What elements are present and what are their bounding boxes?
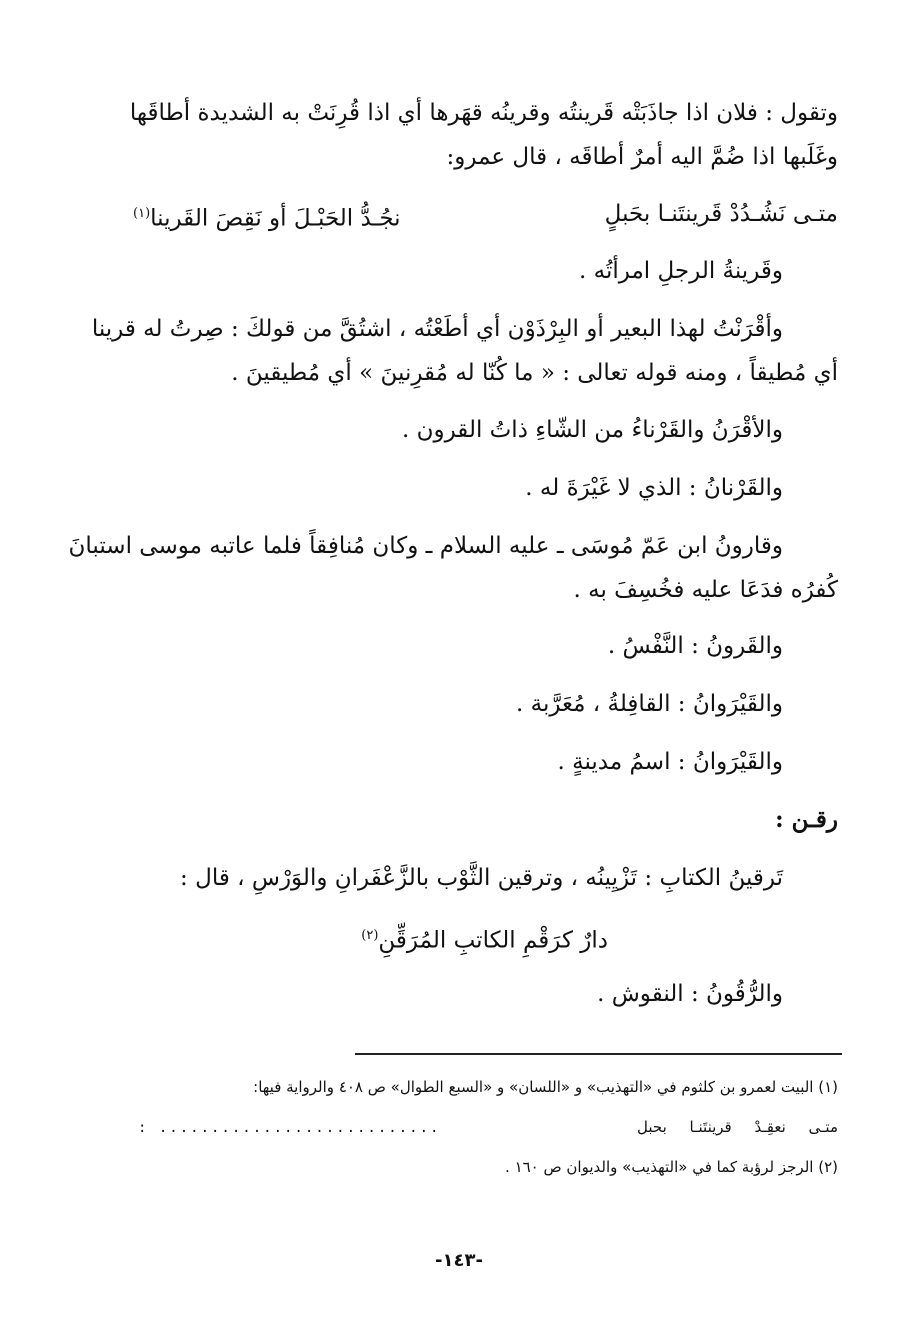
footnote-separator (355, 1053, 842, 1055)
verse-second-hemistich (133, 198, 401, 235)
text-line: وقَرينةُ الرجلِ امرأتُه . (579, 258, 783, 284)
footnote-marker: (١) (133, 206, 151, 221)
text-line: والقَرْنانُ : الذي لا غَيْرَةَ له . (525, 475, 783, 501)
footnote-1-verse: متـى نعقِـدْ قرينتَنـا بحبل (637, 1118, 838, 1136)
verse-text: متـى نَشُـدُدْ قَرينتَنـا بحَبلٍ (604, 201, 838, 227)
text-line: تَرقينُ الكتابِ : تَزْيِينُه ، وترقين الثَّوْب بالزَّعْفَرانِ والوَرْسِ ، قال : (180, 865, 783, 891)
verse-line (361, 920, 608, 957)
text-line: أي مُطيقاً ، ومنه قوله تعالى : « ما كُنّا له مُقرِنينَ » أي مُطيقينَ . (231, 360, 838, 386)
footnote-2: (٢) الرجز لرؤبة كما في «التهذيب» والديوان ص ١٦٠ . (505, 1158, 838, 1176)
text-line: وأقْرَنْتُ لهذا البعير أو البِرْذَوْن أي أطَعْتُه ، اشتُقَّ من قولكَ : صِرتُ له قرينا (91, 316, 783, 342)
page-number: -١٤٣- (435, 1250, 483, 1271)
verse-text: نجُـدُّ الحَبْـلَ أو نَقِصَ القَرينا (150, 205, 401, 232)
section-heading: رقـن : (775, 806, 838, 833)
text-line: والقَرونُ : النَّفْسُ . (607, 633, 783, 659)
text-line: كُفرُه فدَعَا عليه فخُسِفَ به . (573, 577, 838, 603)
text-line: والقَيْرَوانُ : القافِلةُ ، مُعَرَّبة . (515, 691, 783, 717)
footnote-marker: (٢) (361, 928, 379, 943)
text-line: والأقْرَنُ والقَرْناءُ من الشّاءِ ذاتُ القرون . (402, 417, 783, 443)
text-line: والرُّقُونُ : النقوش . (597, 981, 783, 1007)
text-line: والقَيْرَوانُ : اسمُ مدينةٍ . (557, 749, 783, 775)
footnote-1-ellipsis: : ........................... (138, 1120, 441, 1136)
verse-text: دارٌ كرَقْمِ الكاتبِ المُرَقِّنِ (378, 927, 608, 954)
text-line: وقارونُ ابن عَمّ مُوسَى ـ عليه السلام ـ وكان مُنافِقاً فلما عاتبه موسى استبانَ (68, 533, 783, 559)
text-line: وغَلَبها اذا ضُمَّ اليه أمرٌ أطاقَه ، قال عمرو: (446, 144, 838, 170)
text-line: وتقول : فلان اذا جاذَبَتْه قَرينتُه وقرينُه قهَرها أي اذا قُرِنَتْ به الشديدة أطاقَها (129, 100, 838, 126)
verse-first-hemistich (605, 198, 838, 230)
footnote-1: (١) البيت لعمرو بن كلثوم في «التهذيب» و «اللسان» و «السبع الطوال» ص ٤٠٨ والرواية فيها: (253, 1078, 838, 1096)
